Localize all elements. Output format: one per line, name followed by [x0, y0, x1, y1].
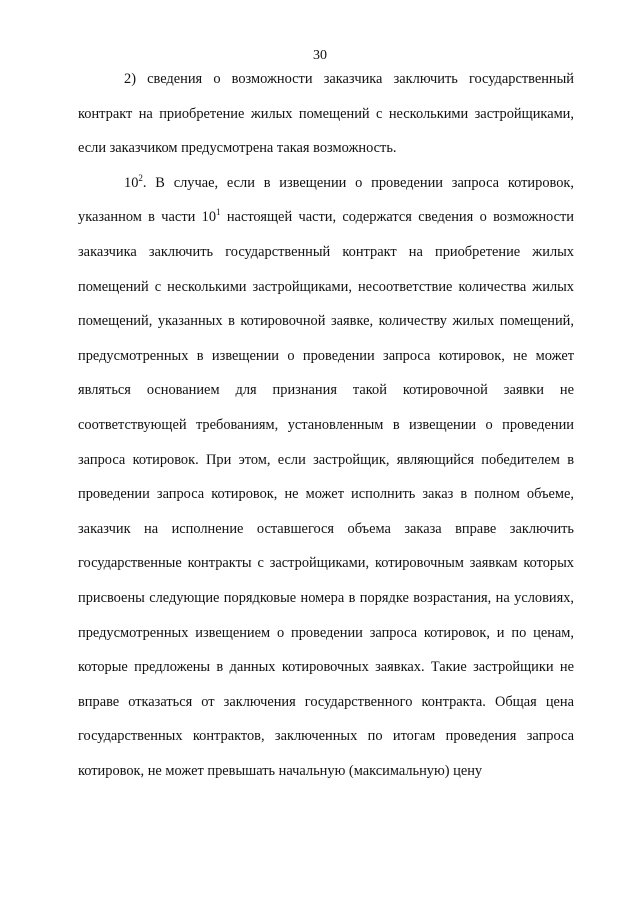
- paragraph-number-superscript: 2: [138, 172, 143, 183]
- paragraph-10-2: [78, 166, 574, 789]
- page-number: 30: [313, 48, 327, 63]
- paragraph-number: 10: [124, 174, 139, 191]
- document-body: [78, 62, 574, 788]
- paragraph-item-2: 2) сведения о возможности заказчика заключить государственный контракт на приобретение жилых помещений с несколькими застройщиками, если заказчиком предусмотрена такая возможность.: [78, 71, 574, 157]
- paragraph-text-part-1: . В случае, если в извещении о проведении запроса котировок, указанном в части 10: [78, 174, 574, 226]
- reference-superscript: 1: [216, 207, 221, 218]
- paragraph-text-part-2: настоящей части, содержатся сведения о возможности заказчика заключить государственный контракт на приобретение жилых помещений с несколькими застройщиками, несоответствие количества жилых помещений, указанных в котировочной заявке, количеству жилых помещений, предусмотренных в извещении о проведении запроса котировок, не может являться основанием для признания такой котировочной заявки не соответствующей требованиям, установленным в извещении о проведении запроса котировок. При этом, если застройщик, являющийся победителем в проведении запроса котировок, не может исполнить заказ в полном объеме, заказчик на исполнение оставшегося объема заказа вправе заключить государственные контракты с застройщиками, котировочным заявкам которых присвоены следующие порядковые номера в порядке возрастания, на условиях, предусмотренных извещением о проведении запроса котировок, и по ценам, которые предложены в данных котировочных заявках. Такие застройщики не вправе отказаться от заключения государственного контракта. Общая цена государственных контрактов, заключенных по итогам проведения запроса котировок, не может превышать начальную (максимальную) цену: [78, 209, 574, 779]
